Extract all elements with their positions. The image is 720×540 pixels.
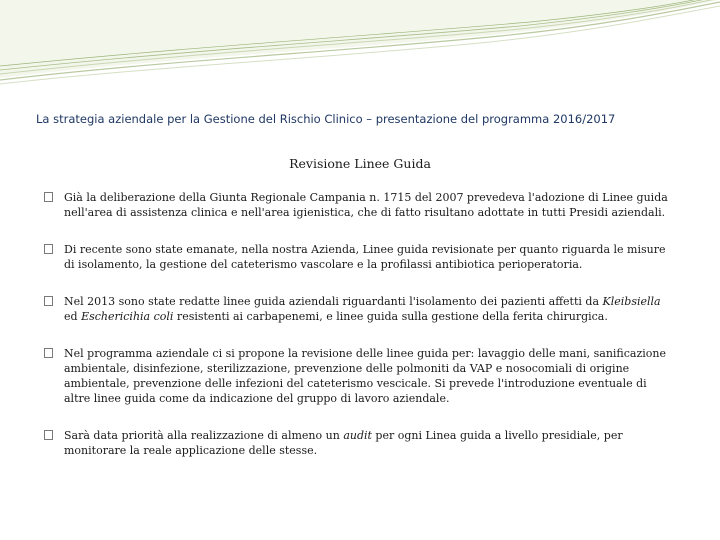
- bullet-text-start: Nel 2013 sono state redatte linee guida aziendali riguardanti l'isolamento dei pazienti affetti da: [64, 295, 603, 308]
- slide-title: La strategia aziendale per la Gestione del Rischio Clinico – presentazione del programma 2016/2017: [36, 112, 616, 126]
- section-subtitle: Revisione Linee Guida: [289, 156, 431, 171]
- bacterium-name-2: Eschericihia coli: [81, 310, 174, 323]
- bullet-text-end: resistenti ai carbapenemi, e linee guida sulla gestione della ferita chirurgica.: [173, 310, 608, 323]
- bullet-item: [44, 294, 674, 324]
- checkbox-bullet-icon: [44, 296, 53, 306]
- bullet-item: [44, 190, 674, 220]
- bullet-text-start: Sarà data priorità alla realizzazione di almeno un: [64, 429, 344, 442]
- bullet-item: [44, 346, 674, 406]
- bullet-item: [44, 242, 674, 272]
- bullet-text: Già la deliberazione della Giunta Regionale Campania n. 1715 del 2007 prevedeva l'adozione di Linee guida nell'area di assistenza clinica e nell'area igienistica, che di fatto risultano adottate in tutti Presidi aziendali.: [64, 191, 668, 219]
- checkbox-bullet-icon: [44, 430, 53, 440]
- checkbox-bullet-icon: [44, 244, 53, 254]
- bullet-text: Nel programma aziendale ci si propone la revisione delle linee guida per: lavaggio delle mani, sanificazione ambientale, disinfezione, sterilizzazione, prevenzione delle polmoniti da VAP e nosocomiali di origine ambientale, prevenzione delle infezioni del cateterismo vescicale. Si prevede l'introduzione eventuale di altre linee guida come da indicazione del gruppo di lavoro aziendale.: [64, 347, 667, 405]
- bullet-list: [44, 190, 674, 480]
- bullet-text-mid: ed: [64, 310, 82, 323]
- bullet-text: Di recente sono state emanate, nella nostra Azienda, Linee guida revisionate per quanto riguarda le misure di isolamento, la gestione del cateterismo vascolare e la profilassi antibiotica perioperatoria.: [64, 243, 666, 271]
- checkbox-bullet-icon: [44, 348, 53, 358]
- audit-term: audit: [343, 429, 372, 442]
- bacterium-name-1: Kleibsiella: [602, 295, 661, 308]
- bullet-item: [44, 428, 674, 458]
- checkbox-bullet-icon: [44, 192, 53, 202]
- bullet-text-end: per ogni Linea guida a livello presidiale, per monitorare la reale applicazione delle stesse.: [64, 429, 623, 457]
- decorative-wave-banner: [0, 0, 720, 90]
